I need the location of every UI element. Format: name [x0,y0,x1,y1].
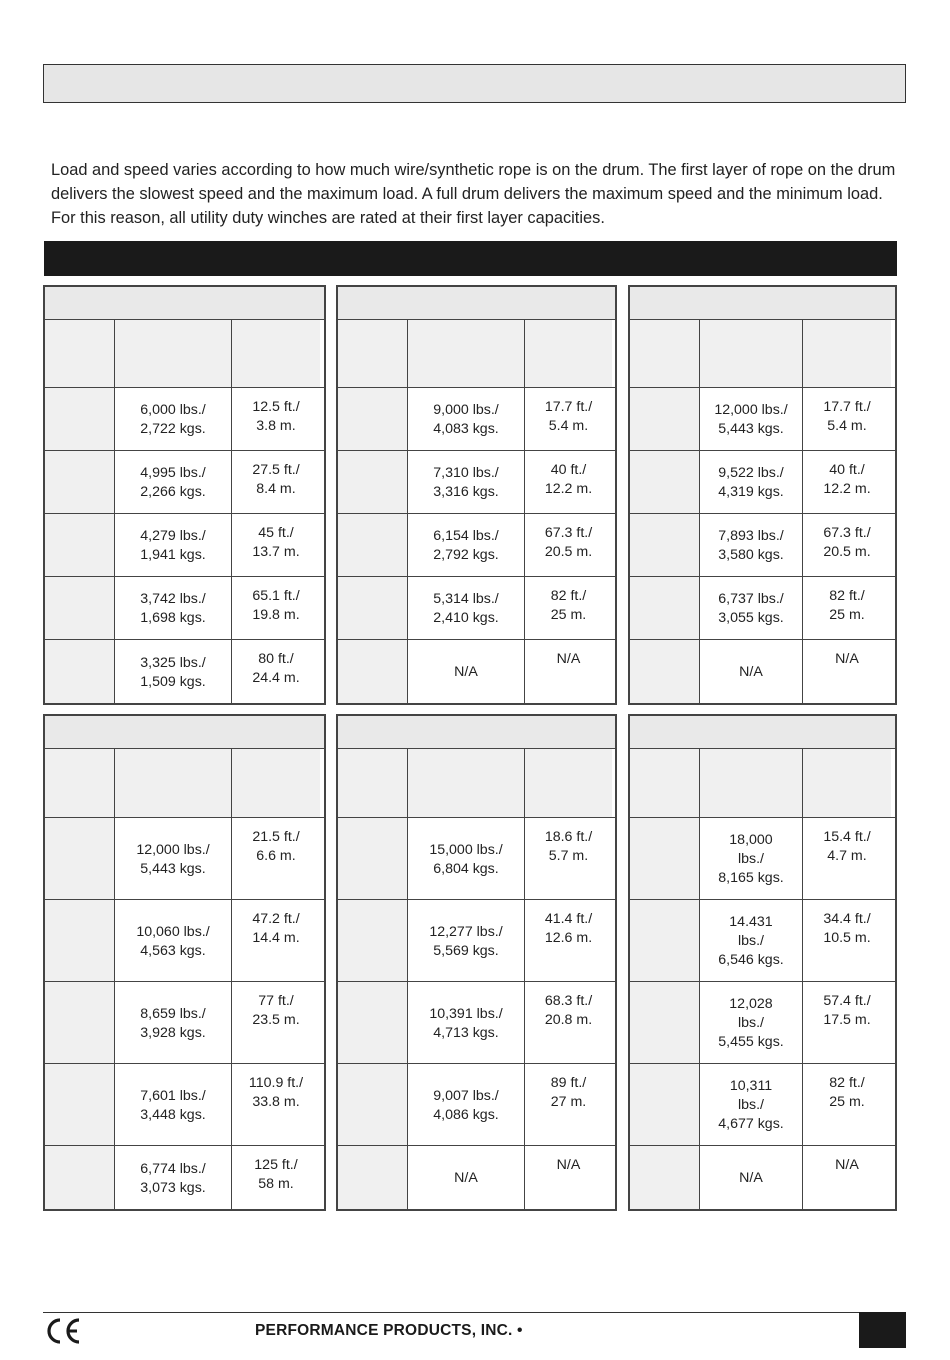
column-header-cell [700,749,803,817]
load-cell [115,900,232,981]
line-speed-value: N/A [556,1157,581,1173]
layer-cell [630,514,700,576]
load-cell [115,640,232,703]
table-row [338,900,615,982]
table-title-row [45,287,324,320]
table-row [45,577,324,640]
layer-cell [45,982,115,1063]
load-cell [700,451,803,513]
load-value: 4,279 lbs./ 1,941 kgs. [140,528,206,563]
line-speed-cell [803,900,891,981]
load-cell [115,982,232,1063]
line-speed-value: 67.3 ft./ 20.5 m. [544,525,593,560]
load-value: 9,000 lbs./ 4,083 kgs. [433,402,499,437]
load-value: 10,391 lbs./ 4,713 kgs. [429,1005,503,1041]
load-value: 9,522 lbs./ 4,319 kgs. [718,465,784,500]
line-speed-value: 82 ft./ 25 m. [829,588,865,623]
line-speed-cell [232,1064,320,1145]
load-cell [700,982,803,1063]
table-row [338,982,615,1064]
layer-cell [45,640,115,703]
load-cell [408,818,525,899]
layer-cell [630,577,700,639]
load-cell [408,982,525,1063]
page-number-block [859,1312,906,1348]
column-header-row [45,749,324,818]
table-row [630,388,895,451]
column-header-cell [408,749,525,817]
table-row [630,1146,895,1209]
layer-cell [630,1064,700,1145]
load-cell [408,451,525,513]
table-title-row [45,716,324,749]
table-row [630,577,895,640]
line-speed-value: 65.1 ft./ 19.8 m. [252,588,300,623]
line-speed-cell [525,900,612,981]
load-value: 7,310 lbs./ 3,316 kgs. [433,465,499,500]
table-row [45,1146,324,1209]
load-value: 14.431 lbs./ 6,546 kgs. [718,914,784,968]
load-value: N/A [739,664,763,680]
load-value: 6,737 lbs./ 3,055 kgs. [718,591,784,626]
table-row [45,982,324,1064]
column-header-row [338,749,615,818]
layer-cell [338,1064,408,1145]
load-value: 12,000 lbs./ 5,443 kgs. [714,402,788,437]
load-value: 7,601 lbs./ 3,448 kgs. [140,1087,206,1123]
line-speed-value: N/A [835,1157,859,1173]
table-row [630,640,895,703]
line-speed-cell [525,1064,612,1145]
line-speed-cell [232,640,320,703]
load-value: 3,742 lbs./ 1,698 kgs. [140,591,206,626]
table-row [338,514,615,577]
line-speed-value: N/A [556,651,581,667]
line-speed-value: 82 ft./ 25 m. [550,588,587,623]
column-header-cell [630,320,700,387]
line-speed-value: 80 ft./ 24.4 m. [252,651,300,686]
line-speed-cell [803,982,891,1063]
load-cell [408,577,525,639]
table-header-band [44,241,897,276]
load-cell [700,900,803,981]
load-value: 12,000 lbs./ 5,443 kgs. [136,841,210,877]
footer-divider [43,1312,906,1313]
table-row [338,1146,615,1209]
column-header-cell [700,320,803,387]
line-speed-cell [803,1146,891,1209]
winch-capacity-table [628,714,897,1211]
table-title-row [630,716,895,749]
column-header-cell [525,320,612,387]
line-speed-value: 110.9 ft./ 33.8 m. [248,1075,304,1110]
load-cell [700,818,803,899]
load-cell [700,1146,803,1209]
layer-cell [338,388,408,450]
load-value: 18,000 lbs./ 8,165 kgs. [718,832,784,886]
line-speed-value: 68.3 ft./ 20.8 m. [544,993,593,1028]
layer-cell [338,451,408,513]
load-value: 3,325 lbs./ 1,509 kgs. [140,654,206,690]
column-header-cell [525,749,612,817]
layer-cell [338,900,408,981]
line-speed-value: 17.7 ft./ 5.4 m. [823,399,871,434]
line-speed-value: 27.5 ft./ 8.4 m. [252,462,300,497]
load-cell [700,514,803,576]
load-value: 10,060 lbs./ 4,563 kgs. [136,923,210,959]
line-speed-value: 41.4 ft./ 12.6 m. [544,911,593,946]
column-header-cell [115,749,232,817]
line-speed-cell [232,818,320,899]
load-cell [115,577,232,639]
column-header-cell [45,749,115,817]
line-speed-cell [525,818,612,899]
layer-cell [630,818,700,899]
line-speed-cell [525,640,612,703]
load-cell [700,640,803,703]
load-cell [115,1064,232,1145]
load-cell [408,1146,525,1209]
load-cell [700,1064,803,1145]
line-speed-cell [803,818,891,899]
winch-capacity-table [336,714,617,1211]
load-value: 12,028 lbs./ 5,455 kgs. [718,996,784,1050]
layer-cell [338,1146,408,1209]
column-header-row [630,749,895,818]
table-row [338,1064,615,1146]
line-speed-cell [803,451,891,513]
line-speed-value: N/A [835,651,859,667]
table-row [630,818,895,900]
table-row [45,818,324,900]
load-value: 9,007 lbs./ 4,086 kgs. [433,1087,499,1123]
layer-cell [338,818,408,899]
line-speed-value: 57.4 ft./ 17.5 m. [823,993,871,1028]
line-speed-value: 77 ft./ 23.5 m. [252,993,300,1028]
load-cell [408,514,525,576]
layer-cell [630,451,700,513]
line-speed-cell [232,900,320,981]
line-speed-cell [803,577,891,639]
line-speed-cell [803,640,891,703]
load-value: N/A [454,1170,478,1186]
line-speed-cell [525,982,612,1063]
line-speed-value: 12.5 ft./ 3.8 m. [252,399,300,434]
layer-cell [630,1146,700,1209]
line-speed-cell [803,388,891,450]
line-speed-value: 82 ft./ 25 m. [829,1075,865,1110]
line-speed-value: 40 ft./ 12.2 m. [544,462,593,497]
load-value: 15,000 lbs./ 6,804 kgs. [429,841,503,877]
table-row [630,1064,895,1146]
line-speed-cell [232,514,320,576]
load-value: 6,154 lbs./ 2,792 kgs. [433,528,499,563]
column-header-cell [115,320,232,387]
load-value: 5,314 lbs./ 2,410 kgs. [433,591,499,626]
load-value: 4,995 lbs./ 2,266 kgs. [140,465,206,500]
load-cell [115,451,232,513]
load-cell [115,388,232,450]
winch-capacity-table [43,285,326,705]
layer-cell [45,514,115,576]
line-speed-cell [525,388,612,450]
load-cell [408,900,525,981]
load-value: N/A [739,1170,763,1186]
line-speed-value: 67.3 ft./ 20.5 m. [823,525,871,560]
load-cell [115,514,232,576]
layer-cell [45,451,115,513]
layer-cell [45,900,115,981]
table-row [630,514,895,577]
column-header-cell [232,749,320,817]
table-row [630,451,895,514]
footer-company-name: PERFORMANCE PRODUCTS, INC. • [255,1322,523,1339]
table-row [45,451,324,514]
line-speed-cell [232,982,320,1063]
load-value: 6,774 lbs./ 3,073 kgs. [140,1160,206,1196]
column-header-cell [45,320,115,387]
layer-cell [630,388,700,450]
layer-cell [45,1064,115,1145]
table-row [45,1064,324,1146]
table-row [45,640,324,703]
load-value: 6,000 lbs./ 2,722 kgs. [140,402,206,437]
load-cell [408,1064,525,1145]
table-row [45,514,324,577]
winch-capacity-table [336,285,617,705]
column-header-cell [803,749,891,817]
intro-paragraph: Load and speed varies according to how much wire/synthetic rope is on the drum. The first layer of rope on the drum delivers the slowest speed and the maximum load. A full drum delivers the maximum speed and the minimum load. For this reason, all utility duty winches are rated at their first layer capacities. [51,161,896,227]
column-header-row [338,320,615,388]
layer-cell [630,900,700,981]
line-speed-cell [525,514,612,576]
line-speed-cell [525,577,612,639]
load-value: N/A [454,664,478,680]
table-row [338,451,615,514]
layer-cell [45,388,115,450]
column-header-cell [630,749,700,817]
line-speed-cell [232,577,320,639]
load-value: 10,311 lbs./ 4,677 kgs. [718,1078,784,1132]
column-header-cell [803,320,891,387]
load-cell [115,1146,232,1209]
line-speed-cell [525,1146,612,1209]
line-speed-cell [525,451,612,513]
load-cell [408,640,525,703]
column-header-cell [338,320,408,387]
layer-cell [45,577,115,639]
line-speed-value: 15.4 ft./ 4.7 m. [823,829,871,864]
layer-cell [45,1146,115,1209]
layer-cell [338,577,408,639]
line-speed-value: 125 ft./ 58 m. [254,1157,298,1192]
column-header-row [630,320,895,388]
ce-mark-icon [43,1316,83,1346]
table-title-row [630,287,895,320]
load-value: 12,277 lbs./ 5,569 kgs. [429,923,503,959]
line-speed-cell [232,451,320,513]
line-speed-value: 21.5 ft./ 6.6 m. [252,829,300,864]
column-header-cell [338,749,408,817]
load-value: 7,893 lbs./ 3,580 kgs. [718,528,784,563]
layer-cell [338,640,408,703]
table-title-row [338,716,615,749]
table-row [338,640,615,703]
table-row [45,388,324,451]
line-speed-value: 89 ft./ 27 m. [550,1075,587,1110]
layer-cell [338,514,408,576]
table-row [45,900,324,982]
column-header-cell [408,320,525,387]
line-speed-value: 40 ft./ 12.2 m. [823,462,871,497]
winch-capacity-table [43,714,326,1211]
line-speed-value: 34.4 ft./ 10.5 m. [823,911,871,946]
column-header-row [45,320,324,388]
table-row [338,577,615,640]
layer-cell [630,640,700,703]
line-speed-cell [803,514,891,576]
load-cell [700,388,803,450]
table-row [338,818,615,900]
line-speed-value: 17.7 ft./ 5.4 m. [544,399,593,434]
load-value: 8,659 lbs./ 3,928 kgs. [140,1005,206,1041]
section-title-bar [43,64,906,103]
column-header-cell [232,320,320,387]
load-cell [115,818,232,899]
table-row [630,900,895,982]
line-speed-cell [232,388,320,450]
line-speed-cell [232,1146,320,1209]
load-cell [408,388,525,450]
layer-cell [338,982,408,1063]
table-title-row [338,287,615,320]
line-speed-value: 45 ft./ 13.7 m. [252,525,300,560]
line-speed-value: 18.6 ft./ 5.7 m. [544,829,593,864]
layer-cell [45,818,115,899]
table-row [338,388,615,451]
load-cell [700,577,803,639]
layer-cell [630,982,700,1063]
table-row [630,982,895,1064]
winch-capacity-table [628,285,897,705]
line-speed-cell [803,1064,891,1145]
line-speed-value: 47.2 ft./ 14.4 m. [252,911,300,946]
